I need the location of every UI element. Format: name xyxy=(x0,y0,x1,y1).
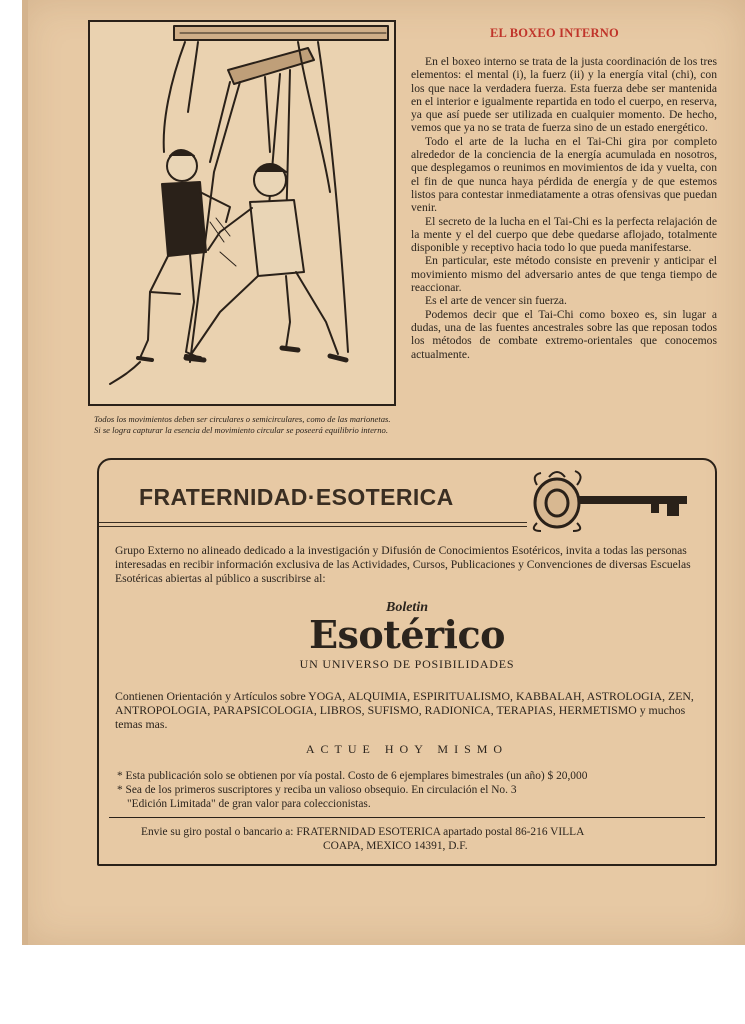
key-icon xyxy=(527,465,692,533)
ad-notes xyxy=(117,769,717,811)
article-body xyxy=(411,55,717,361)
article-paragraph: El secreto de la lucha en el Tai-Chi es la perfecta relajación de la mente y el del cuerpo que debe quedarse aflojado, totalmente disponible y receptivo hacia todo lo que pueda manifestarse. xyxy=(411,214,717,255)
article-paragraph: Podemos decir que el Tai-Chi como boxeo es, sin lugar a dudas, una de las fuentes ancestrales sobre las que reposan todos los métodos de combate extremo-orientales que conocemos actualmente. xyxy=(411,307,717,361)
page-edge xyxy=(22,0,28,945)
article-paragraph: Es el arte de vencer sin fuerza. xyxy=(425,294,567,308)
article-paragraph: En particular, este método consiste en prevenir y anticipar el movimiento mismo del adversario antes de que tenga tiempo de reaccionar. xyxy=(411,254,717,295)
title-rule xyxy=(99,526,527,527)
postal-address xyxy=(141,825,701,853)
note-price: * Esta publicación solo se obtienen por vía postal. Costo de 6 ejemplares bimestrales (un año) $ 20,000 xyxy=(117,770,588,782)
boletin-label: Boletin xyxy=(385,600,428,615)
note-limited: "Edición Limitada" de gran valor para coleccionistas. xyxy=(127,798,371,810)
ad-intro: Grupo Externo no alineado dedicado a la investigación y Difusión de Conocimientos Esotéricos, invita a todas las personas interesadas en recibir información exclusiva de las Actividades, Cursos, Publicaciones y Convenciones de diversas Escuelas Esotéricas abiertas al público a suscribirse al: xyxy=(115,544,691,585)
address-line: COAPA, MEXICO 14391, D.F. xyxy=(323,840,468,852)
address-rule xyxy=(109,817,705,818)
ad-title: FRATERNIDAD·ESOTERICA xyxy=(139,484,454,510)
fraternidad-advertisement xyxy=(97,458,717,866)
tagline: UN UNIVERSO DE POSIBILIDADES xyxy=(299,657,515,671)
marionette-illustration xyxy=(88,20,396,406)
address-line: Envie su giro postal o bancario a: FRATERNIDAD ESOTERICA apartado postal 86-216 VILLA xyxy=(141,826,585,838)
article-paragraph: En el boxeo interno se trata de la justa coordinación de los tres elementos: el mental (i), la fuerz (ii) y la energía vital (chi), con los que nace la verdadera fuerza. Esta fuerza debe ser mantenida en el interior e igualmente repartida en todo el cuerpo, en reserva, ya que así puede ser utilizada en cualquier momento. De hecho, vemos que ya no se trata de fuerza sino de un estado energético. xyxy=(411,55,717,135)
article-title: EL BOXEO INTERNO xyxy=(490,26,619,40)
call-to-action: ACTUE HOY MISMO xyxy=(305,742,509,756)
title-rule xyxy=(99,522,527,523)
figure-caption: Todos los movimientos deben ser circulares o semicirculares, como de las marionetas. Si se logra capturar la esencia del movimiento circular se poseerá equilibrio interno. xyxy=(94,414,391,435)
marionette-drawing xyxy=(90,22,394,404)
publication-title: Esotérico xyxy=(309,612,505,657)
article-paragraph: Todo el arte de la lucha en el Tai-Chi gira por completo alrededor de la conciencia de la energía acumulada en nosotros, que desplegamos o reunimos en movimientos de ida y vuelta, con el fin de que nunca haya pérdida de energía y de que estemos listos para contestar inmediatamente a otras ofensivas que puedan venir. xyxy=(411,134,717,215)
note-gift: * Sea de los primeros suscriptores y reciba un valioso obsequio. En circulación el No. 3 xyxy=(117,784,517,796)
ad-contents: Contienen Orientación y Artículos sobre YOGA, ALQUIMIA, ESPIRITUALISMO, KABBALAH, ASTROLOGIA, ZEN, ANTROPOLOGIA, PARAPSICOLOGIA, LIBROS, SUFISMO, RADIONICA, TERAPIAS, HERMETISMO y muchos temas mas. xyxy=(115,689,694,731)
